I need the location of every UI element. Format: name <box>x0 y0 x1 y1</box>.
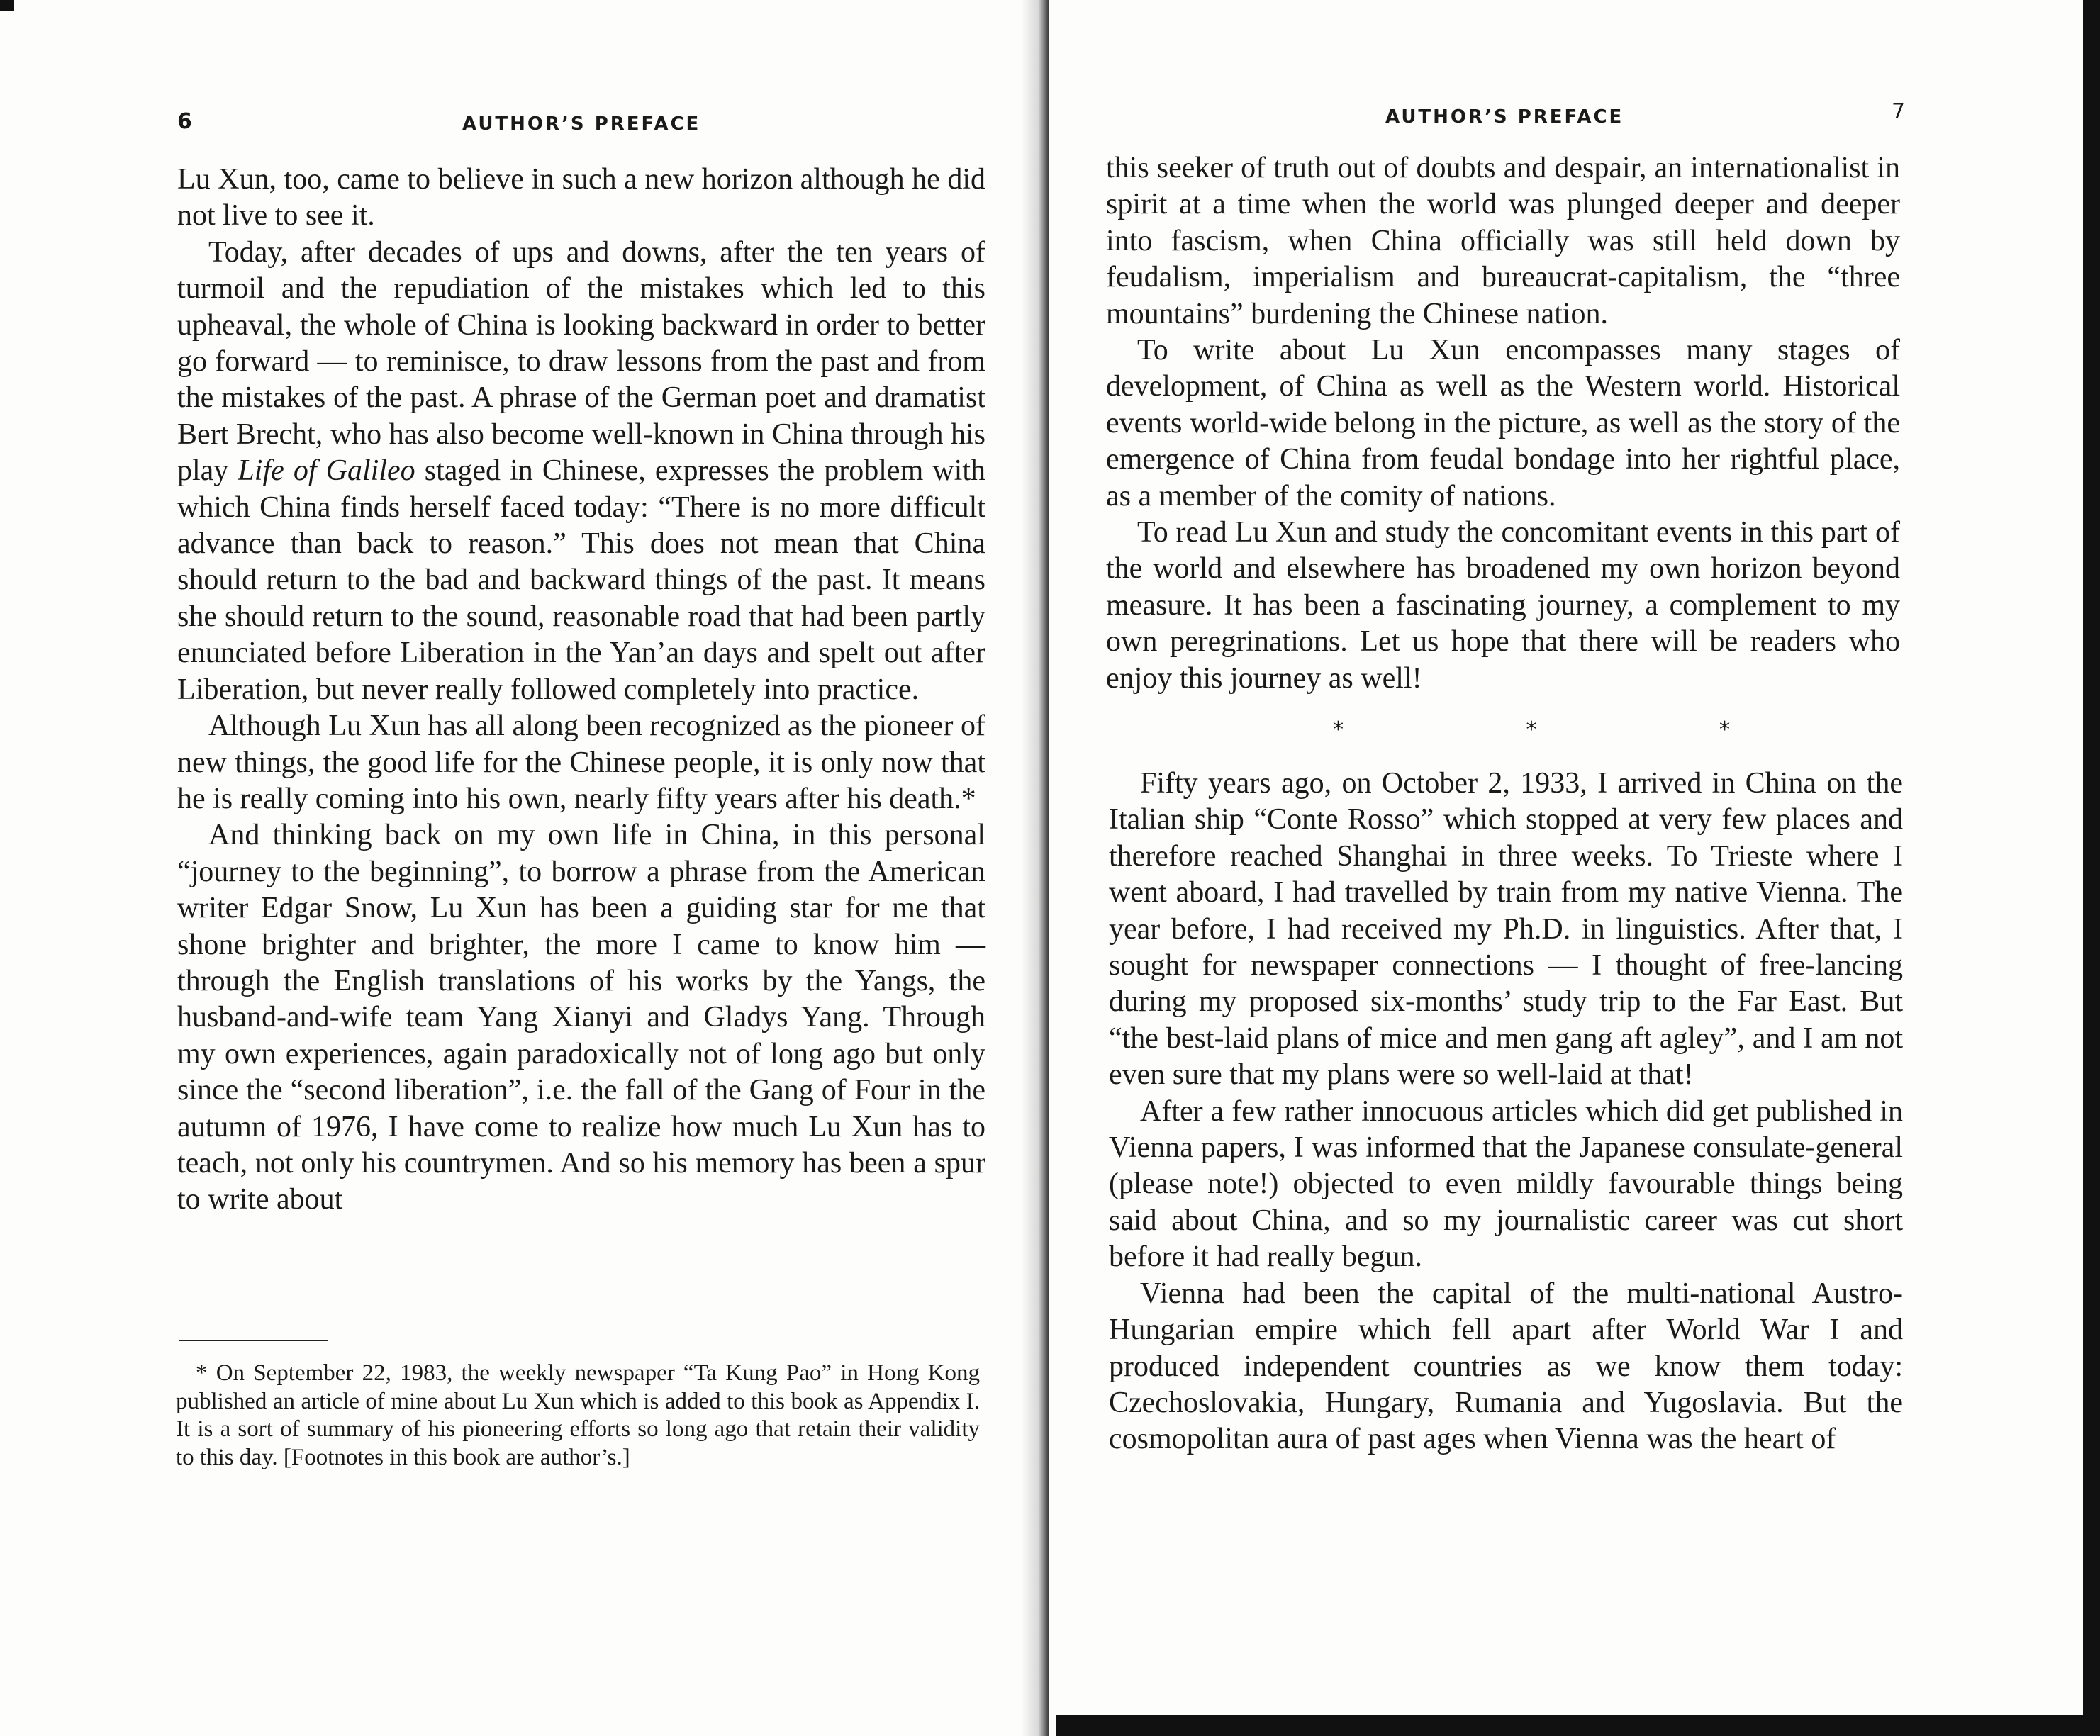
running-head-right: AUTHOR’S PREFACE <box>1385 106 1624 128</box>
section-break-star: * <box>1719 717 1730 742</box>
paragraph: Lu Xun, too, came to believe in such a new horizon although he did not live to see it. <box>177 163 985 233</box>
paragraph-text: staged in Chinese, expresses the problem with which China finds herself faced today: “There is no more difficult advance than back to reason.” This does not mean that China should return to the bad and backward things of the past. It means she should return to the sound, reasonable road that had been partly enunciated before Liberation in the Yan’an days and spelt out after Liberation, but never really followed completely into practice. <box>177 454 986 706</box>
scan-corner-mark <box>0 0 14 11</box>
paragraph: And thinking back on my own life in China, in this personal “journey to the beginning”, to borrow a phrase from the American writer Edgar Snow, Lu Xun has been a guiding star for me that shone brighter and brighter, the more I came to know him — through the English translations of his works by the Yangs, the husband-and-wife team Yang Xianyi and Gladys Yang. Through my own experiences, again paradoxically not of long ago but only since the “second liberation”, i.e. the fall of the Gang of Four in the autumn of 1976, I have come to realize how much Lu Xun has to teach, not only his countrymen. And so his memory has been a spur to write about <box>177 819 985 1216</box>
book-title: Life of Galileo <box>238 454 415 488</box>
right-body-text-top <box>1106 150 1900 697</box>
paragraph: Vienna had been the capital of the multi-national Austro-Hungarian empire which fell apart after World War I and produced independent countries as we know them today: Czechoslovakia, Hungary, Rumania and Yugoslavia. But the cosmopolitan aura of past ages when Vienna was the heart of <box>1109 1277 1903 1456</box>
paragraph: To read Lu Xun and study the concomitant events in this part of the world and elsewhere has broadened my own horizon beyond measure. It has been a fascinating journey, a complement to my own peregrinations. Let us hope that there will be readers who enjoy this journey as well! <box>1106 516 1900 695</box>
page-number-left: 6 <box>177 109 192 134</box>
right-body-text-bottom <box>1109 766 1903 1458</box>
section-break <box>1333 717 1730 742</box>
footnote-rule <box>179 1340 328 1341</box>
scan-edge-bottom <box>1056 1715 2100 1736</box>
paragraph <box>177 235 985 708</box>
section-break-star: * <box>1333 717 1344 742</box>
paragraph: After a few rather innocuous articles which did get published in Vienna papers, I was informed that the Japanese consulate-general (please note!) objected to even mildly favourable things being said about China, and so my journalistic career was cut short before it had really begun. <box>1109 1094 1903 1274</box>
footnote-text: * On September 22, 1983, the weekly newspaper “Ta Kung Pao” in Hong Kong published an article of mine about Lu Xun which is added to this book as Appendix I. It is a sort of summary of his pioneering efforts so long ago that retain their validity to this day. [Footnotes in this book are author’s.] <box>176 1360 980 1470</box>
right-page <box>1049 0 2100 1736</box>
paragraph: To write about Lu Xun encompasses many stages of development, of China as well as the Western world. Historical events world-wide belong in the picture, as well as the story of the emergence of China from feudal bondage into her rightful place, as a member of the comity of nations. <box>1106 334 1900 513</box>
paragraph: Fifty years ago, on October 2, 1933, I arrived in China on the Italian ship “Conte Rosso” which stopped at very few places and therefore reached Shanghai in three weeks. To Trieste where I went aboard, I had travelled by train from my native Vienna. The year before, I had received my Ph.D. in linguistics. After that, I sought for newspaper connections — I thought of free-lancing during my proposed six-months’ study trip to the Far East. But “the best-laid plans of mice and men gang aft agley”, and I am not even sure that my plans were so well-laid at that! <box>1109 767 1903 1092</box>
paragraph: Although Lu Xun has all along been recognized as the pioneer of new things, the good life for the Chinese people, it is only now that he is really coming into his own, nearly fifty years after his death.* <box>177 710 985 815</box>
left-body-text <box>177 162 985 1219</box>
footnote <box>176 1360 980 1472</box>
running-head-left: AUTHOR’S PREFACE <box>462 113 701 135</box>
paragraph-text: Today, after decades of ups and downs, after the ten years of turmoil and the repudiation of the mistakes which led to this upheaval, the whole of China is looking backward in order to better go forward — to reminisce, to draw lessons from the past and from the mistakes of the past. A phrase of the German poet and dramatist Bert Brecht, who has also become well-known in China through his play <box>177 235 985 488</box>
scan-edge-right <box>2083 0 2100 1736</box>
section-break-star: * <box>1526 717 1537 742</box>
paragraph: this seeker of truth out of doubts and despair, an internationalist in spirit at a time when the world was plunged deeper and deeper into fascism, when China officially was still held down by feudalism, imperialism and bureaucrat-capitalism, the “three mountains” burdening the Chinese nation. <box>1106 152 1900 330</box>
page-number-right: 7 <box>1892 99 1906 124</box>
left-page <box>0 0 1042 1736</box>
